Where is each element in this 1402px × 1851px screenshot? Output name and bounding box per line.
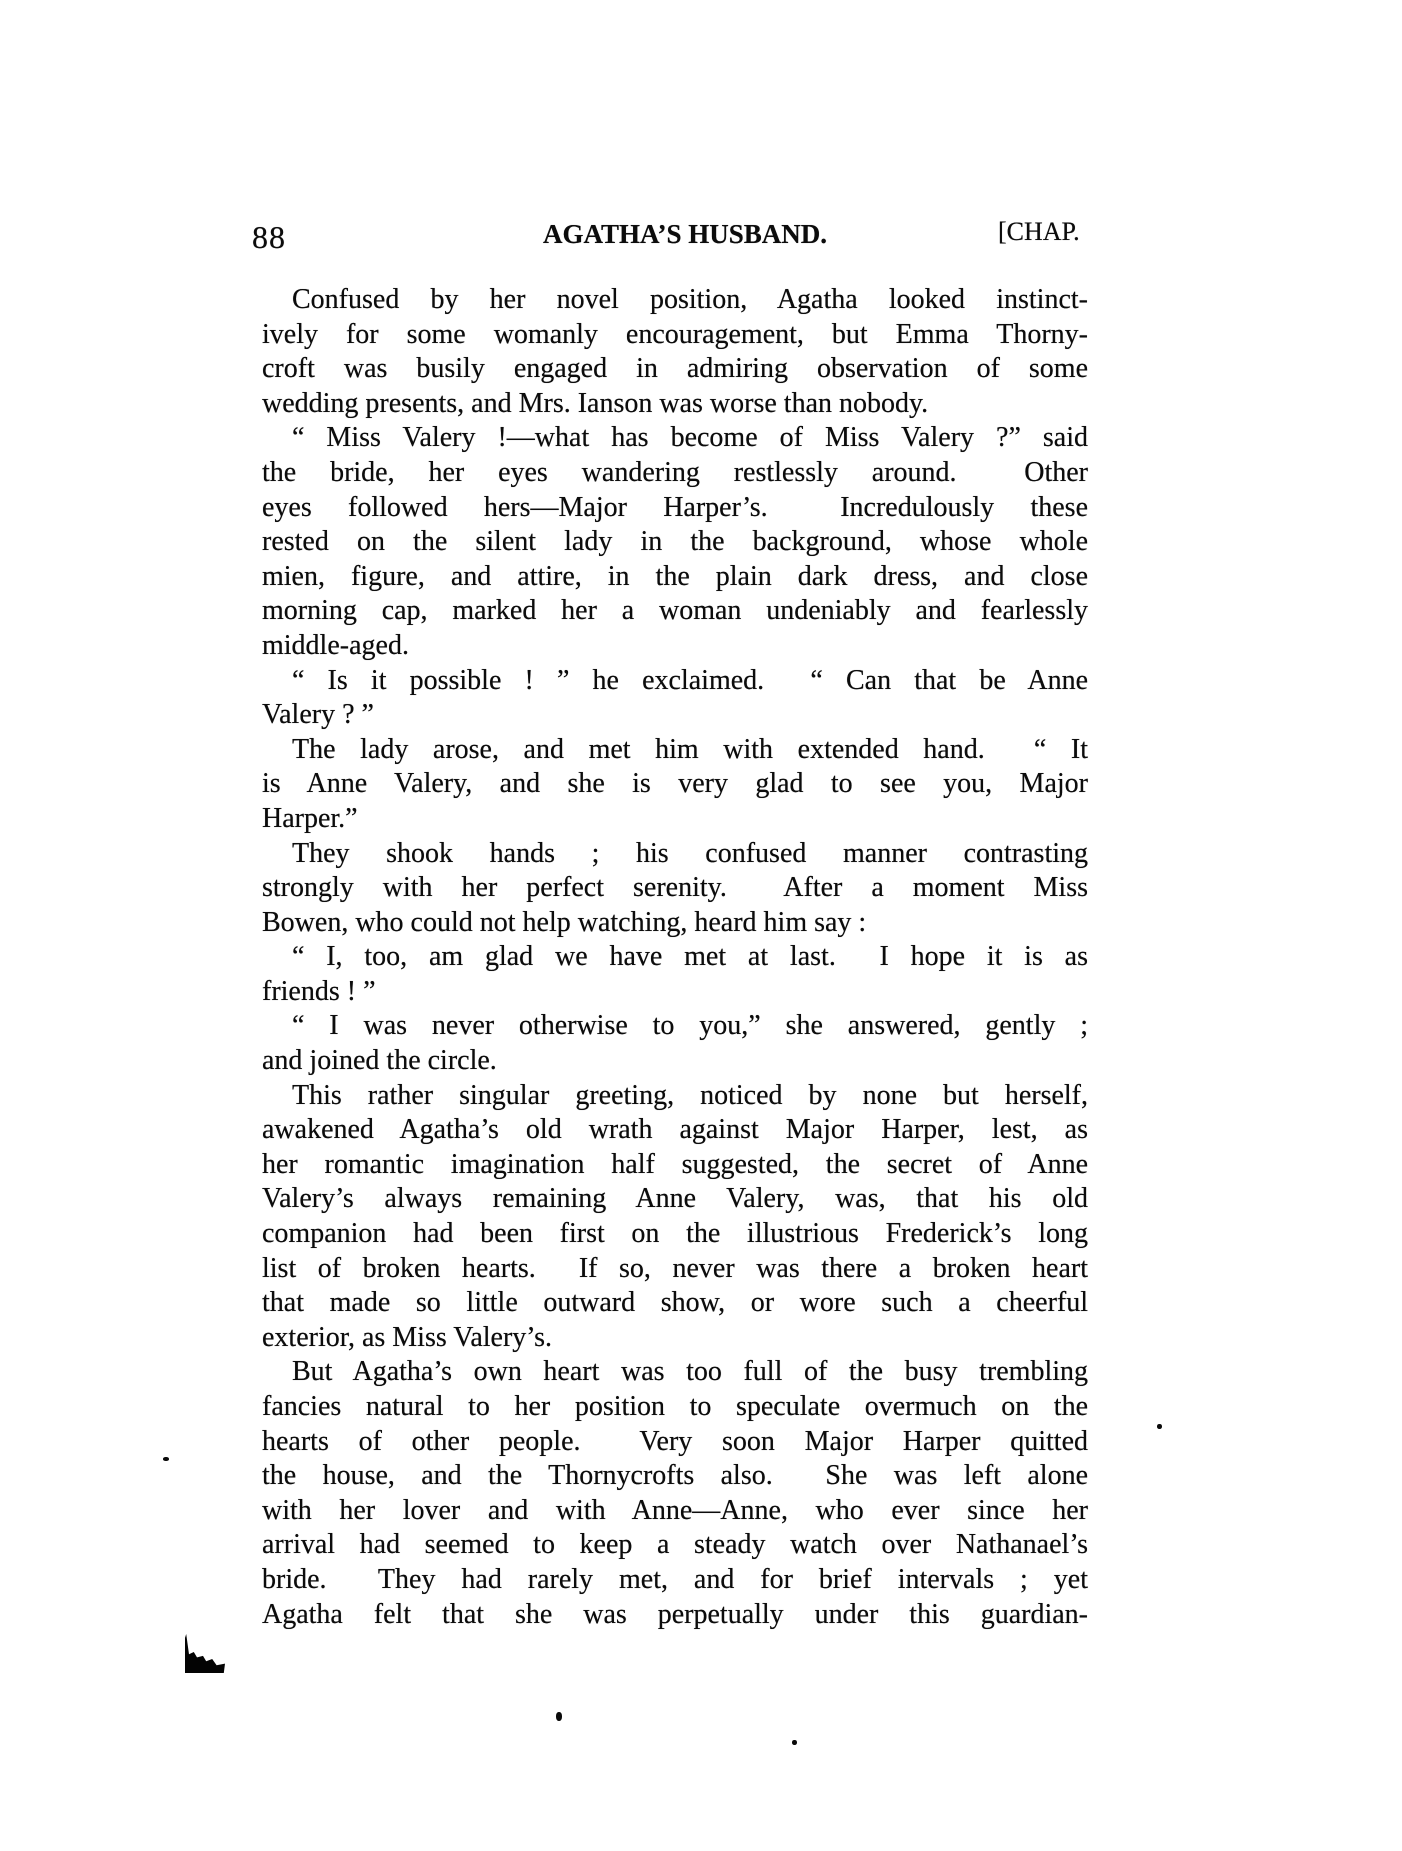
- text-line: the bride, her eyes wandering restlessly around. Other: [262, 456, 1088, 488]
- text-line: The lady arose, and met him with extended hand. “ It: [292, 733, 1088, 765]
- running-title: AGATHA’S HUSBAND.: [543, 219, 828, 249]
- text-line: Valery ? ”: [262, 699, 374, 731]
- text-line: Confused by her novel position, Agatha looked instinct-: [292, 284, 1088, 315]
- text-line: list of broken hearts. If so, never was there a broken heart: [262, 1252, 1088, 1284]
- text-line: Agatha felt that she was perpetually under this guardian-: [262, 1598, 1088, 1630]
- text-line: is Anne Valery, and she is very glad to see you, Major: [262, 768, 1088, 800]
- text-line: Bowen, who could not help watching, heard him say :: [262, 906, 867, 938]
- text-line: awakened Agatha’s old wrath against Major Harper, lest, as: [262, 1114, 1088, 1146]
- text-line: morning cap, marked her a woman undeniably and fearlessly: [262, 595, 1088, 627]
- text-line: strongly with her perfect serenity. After a moment Miss: [262, 872, 1088, 904]
- text-line: They shook hands ; his confused manner contrasting: [292, 837, 1088, 869]
- text-line: eyes followed hers—Major Harper’s. Incredulously these: [262, 491, 1088, 523]
- text-line: companion had been first on the illustrious Frederick’s long: [262, 1218, 1088, 1250]
- text-line: that made so little outward show, or wore such a cheerful: [262, 1287, 1088, 1319]
- text-line: rested on the silent lady in the background, whose whole: [262, 526, 1088, 558]
- text-line: Harper.”: [262, 802, 358, 834]
- text-line: “ Miss Valery !—what has become of Miss Valery ?” said: [292, 422, 1088, 454]
- text-line: “ I, too, am glad we have met at last. I hope it is as: [292, 941, 1088, 973]
- text-line: Valery’s always remaining Anne Valery, was, that his old: [262, 1183, 1088, 1215]
- ink-blob: [185, 1634, 225, 1673]
- chapter-marker: [CHAP.: [998, 217, 1080, 246]
- text-line: her romantic imagination half suggested, the secret of Anne: [262, 1148, 1088, 1180]
- ink-speck: [1157, 1424, 1162, 1429]
- text-line: and joined the circle.: [262, 1045, 497, 1077]
- text-line: “ I was never otherwise to you,” she answered, gently ;: [292, 1010, 1088, 1042]
- text-line: mien, figure, and attire, in the plain dark dress, and close: [262, 560, 1088, 592]
- ink-speck: [163, 1457, 169, 1461]
- text-line: exterior, as Miss Valery’s.: [262, 1321, 552, 1353]
- text-line: middle-aged.: [262, 629, 409, 661]
- text-line: arrival had seemed to keep a steady watch over Nathanael’s: [262, 1529, 1088, 1561]
- page-number: 88: [252, 219, 286, 255]
- ink-speck: [792, 1740, 797, 1745]
- text-line: “ Is it possible ! ” he exclaimed. “ Can that be Anne: [292, 664, 1088, 696]
- text-line: wedding presents, and Mrs. Ianson was worse than nobody.: [262, 387, 929, 419]
- text-line: bride. They had rarely met, and for brief intervals ; yet: [262, 1563, 1088, 1595]
- text-line: friends ! ”: [262, 975, 376, 1007]
- ink-speck: [556, 1712, 562, 1721]
- text-line: with her lover and with Anne—Anne, who ever since her: [262, 1494, 1088, 1526]
- text-line: ively for some womanly encouragement, but Emma Thorny-: [262, 318, 1088, 350]
- text-line: fancies natural to her position to speculate overmuch on the: [262, 1391, 1088, 1422]
- text-line: croft was busily engaged in admiring observation of some: [262, 353, 1088, 385]
- text-line: hearts of other people. Very soon Major Harper quitted: [262, 1425, 1088, 1457]
- text-line: This rather singular greeting, noticed by none but herself,: [292, 1079, 1088, 1111]
- page-body: [262, 283, 1088, 1632]
- text-line: But Agatha’s own heart was too full of the busy trembling: [292, 1356, 1088, 1388]
- text-line: the house, and the Thornycrofts also. She was left alone: [262, 1460, 1088, 1492]
